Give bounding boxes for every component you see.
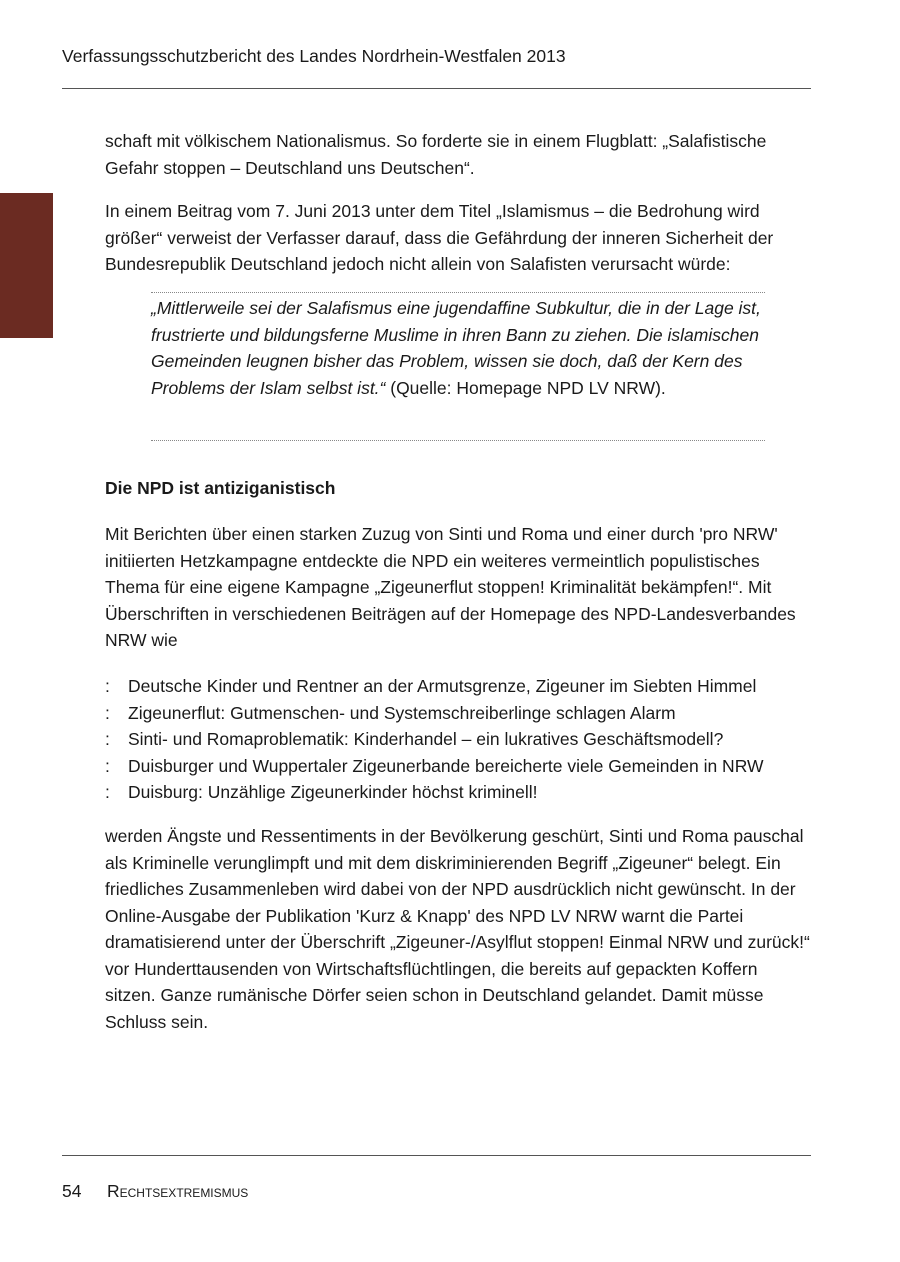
header-rule — [62, 88, 811, 89]
list-item-text: Sinti- und Romaproblematik: Kinderhandel – ein lukratives Geschäftsmodell? — [128, 729, 724, 749]
list-item — [105, 779, 825, 806]
list-item-text: Duisburger und Wuppertaler Zigeunerbande bereicherte viele Gemeinden in NRW — [128, 755, 764, 776]
quote-text: „Mittlerweile sei der Salafismus eine jugendaffine Subkultur, die in der Lage ist, frustrierte und bildungsferne Muslime in ihren Bann zu ziehen. Die islamischen Gemeinden leugnen bisher das Problem, wissen sie doch, daß der Kern des Problems der Islam selbst ist.“ — [151, 298, 761, 398]
footer-section-title: Rechtsextremismus — [107, 1181, 249, 1201]
paragraph-4: werden Ängste und Ressentiments in der Bevölkerung geschürt, Sinti und Roma pauschal als Kriminelle verunglimpft und mit dem diskriminierenden Begriff „Zigeuner“ belegt. Ein friedliches Zusammenleben wird dabei von der NPD ausdrücklich nicht gewünscht. In der Online-Ausgabe der Publikation 'Kurz & Knapp' des NPD LV NRW warnt die Partei dramatisierend unter der Überschrift „Zigeuner-/Asylflut stoppen! Einmal NRW und zurück!“ vor Hunderttausenden von Wirtschaftsflüchtlingen, die bereits auf gepackten Koffern sitzen. Ganze rumänische Dörfer seien schon in Deutschland gelandet. Damit müsse Schluss sein. — [105, 826, 810, 1032]
chapter-side-tab — [0, 193, 53, 338]
headline-list — [105, 673, 825, 806]
list-marker: : — [105, 755, 110, 776]
paragraph-3: Mit Berichten über einen starken Zuzug von Sinti und Roma und einer durch 'pro NRW' initiierten Hetzkampagne entdeckte die NPD ein weiteres vermeintlich populistisches Thema für eine eigene Kampagne „Zigeunerflut stoppen! Kriminalität bekämpfen!“. Mit Überschriften in verschiedenen Beiträgen auf der Homepage des NPD-Landesverbandes NRW wie — [105, 524, 796, 650]
running-header-title: Verfassungsschutzbericht des Landes Nordrhein-Westfalen 2013 — [62, 46, 566, 66]
list-item — [105, 673, 825, 700]
section-heading: Die NPD ist antiziganistisch — [105, 478, 336, 498]
list-marker: : — [105, 782, 110, 802]
list-marker: : — [105, 702, 110, 723]
list-item — [105, 700, 825, 727]
list-item — [105, 753, 825, 780]
list-marker: : — [105, 676, 110, 696]
footer-rule — [62, 1155, 811, 1156]
paragraph-2: In einem Beitrag vom 7. Juni 2013 unter dem Titel „Islamismus – die Bedrohung wird größer“ verweist der Verfasser darauf, dass die Gefährdung der inneren Sicherheit der Bundesrepublik Deutschland jedoch nicht allein von Salafisten verursacht würde: — [105, 201, 774, 274]
list-item — [105, 726, 825, 753]
quote-source: (Quelle: Homepage NPD LV NRW). — [385, 377, 666, 398]
list-marker: : — [105, 729, 110, 749]
block-quote — [151, 292, 765, 441]
list-item-text: Duisburg: Unzählige Zigeunerkinder höchst kriminell! — [128, 782, 538, 802]
page-number: 54 — [62, 1181, 82, 1201]
paragraph-1: schaft mit völkischem Nationalismus. So forderte sie in einem Flugblatt: „Salafistische Gefahr stoppen – Deutschland uns Deutschen“. — [105, 131, 767, 178]
quote-paragraph — [151, 295, 769, 401]
list-item-text: Zigeunerflut: Gutmenschen- und Systemschreiberlinge schlagen Alarm — [128, 702, 676, 723]
list-item-text: Deutsche Kinder und Rentner an der Armutsgrenze, Zigeuner im Siebten Himmel — [128, 676, 757, 696]
